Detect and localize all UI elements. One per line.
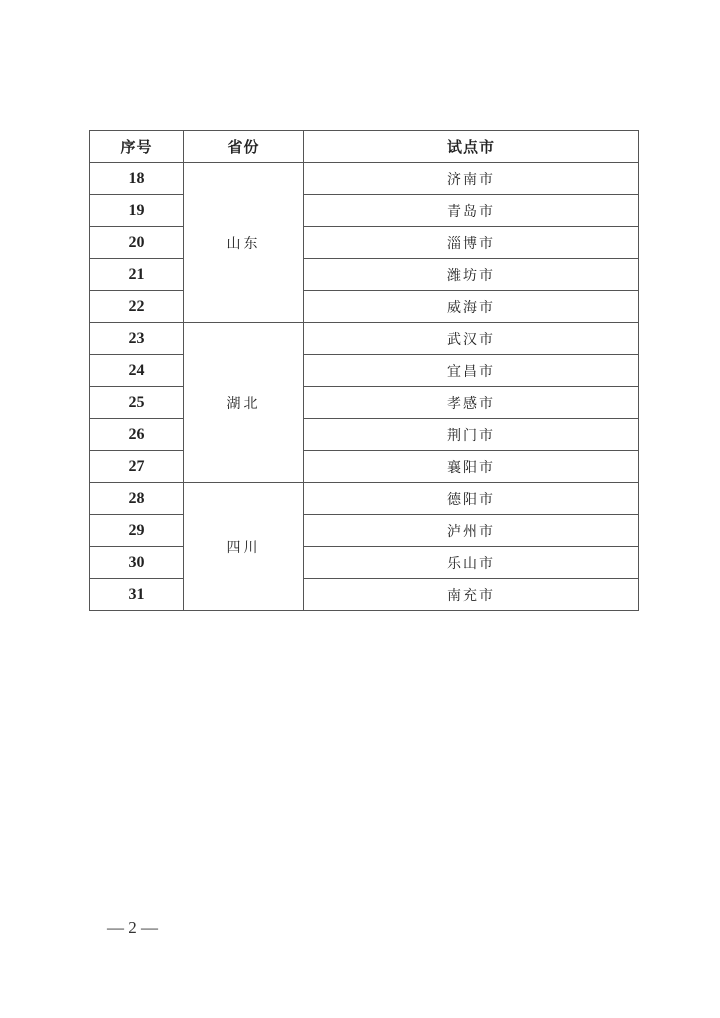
row-number: 30 bbox=[90, 547, 184, 579]
table-row bbox=[90, 483, 639, 515]
city-cell: 泸州市 bbox=[304, 515, 639, 547]
row-number: 26 bbox=[90, 419, 184, 451]
row-number: 24 bbox=[90, 355, 184, 387]
city-cell: 乐山市 bbox=[304, 547, 639, 579]
row-number: 22 bbox=[90, 291, 184, 323]
row-number: 18 bbox=[90, 163, 184, 195]
table-header-row bbox=[90, 131, 639, 163]
table-row bbox=[90, 195, 639, 227]
city-cell: 孝感市 bbox=[304, 387, 639, 419]
table-row bbox=[90, 323, 639, 355]
city-cell: 德阳市 bbox=[304, 483, 639, 515]
province-cell: 山东 bbox=[184, 163, 304, 323]
row-number: 27 bbox=[90, 451, 184, 483]
table-row bbox=[90, 227, 639, 259]
table-row bbox=[90, 451, 639, 483]
row-number: 23 bbox=[90, 323, 184, 355]
page-number: — 2 — bbox=[107, 918, 158, 937]
pilot-city-table bbox=[89, 130, 639, 611]
province-cell: 四川 bbox=[184, 483, 304, 611]
city-cell: 宜昌市 bbox=[304, 355, 639, 387]
table-row bbox=[90, 355, 639, 387]
city-cell: 南充市 bbox=[304, 579, 639, 611]
table-row bbox=[90, 515, 639, 547]
table-row bbox=[90, 579, 639, 611]
city-cell: 武汉市 bbox=[304, 323, 639, 355]
province-cell: 湖北 bbox=[184, 323, 304, 483]
table-row bbox=[90, 387, 639, 419]
city-cell: 荆门市 bbox=[304, 419, 639, 451]
table-row bbox=[90, 259, 639, 291]
table-row bbox=[90, 163, 639, 195]
header-province: 省份 bbox=[184, 131, 304, 163]
table-row bbox=[90, 291, 639, 323]
row-number: 28 bbox=[90, 483, 184, 515]
table-body bbox=[90, 163, 639, 611]
table-row bbox=[90, 419, 639, 451]
row-number: 31 bbox=[90, 579, 184, 611]
table-row bbox=[90, 547, 639, 579]
city-cell: 襄阳市 bbox=[304, 451, 639, 483]
city-cell: 潍坊市 bbox=[304, 259, 639, 291]
row-number: 21 bbox=[90, 259, 184, 291]
header-number: 序号 bbox=[90, 131, 184, 163]
row-number: 19 bbox=[90, 195, 184, 227]
row-number: 25 bbox=[90, 387, 184, 419]
city-cell: 济南市 bbox=[304, 163, 639, 195]
city-cell: 威海市 bbox=[304, 291, 639, 323]
row-number: 29 bbox=[90, 515, 184, 547]
city-cell: 淄博市 bbox=[304, 227, 639, 259]
header-city: 试点市 bbox=[304, 131, 639, 163]
row-number: 20 bbox=[90, 227, 184, 259]
city-cell: 青岛市 bbox=[304, 195, 639, 227]
